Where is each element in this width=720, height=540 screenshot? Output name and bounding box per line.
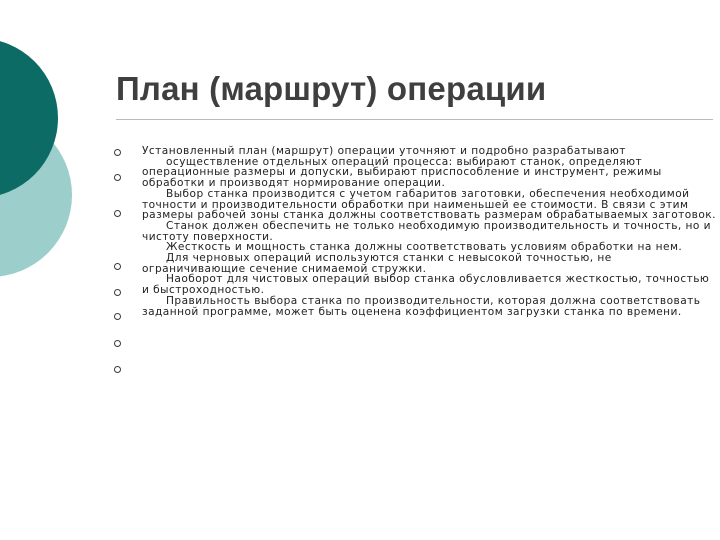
paragraph-text: Установленный план (маршрут) операции уточняют и подробно разрабатывают (142, 145, 626, 157)
paragraph-text: Правильность выбора станка по производительности, которая должна соответствовать заданной программе, может быть оценена коэффициентом загрузки станка по времени. (142, 294, 701, 318)
paragraph-text: Станок должен обеспечить не только необходимую производительность и точность, но и чистоту поверхности. (142, 219, 711, 243)
paragraph (142, 221, 717, 242)
paragraph (142, 274, 717, 295)
paragraph (142, 189, 717, 221)
bullet-icon (114, 289, 121, 296)
title-divider (116, 119, 713, 120)
paragraph-text: Выбор станка производится с учетом габаритов заготовки, обеспечения необходимой точности и производительности обработки при наименьшей ее стоимости. В связи с этим размеры рабочей зоны станка должны соответствовать размерам обрабатываемых заготовок. (142, 187, 716, 222)
paragraph-text: осуществление отдельных операций процесса: выбирают станок, определяют операционные размеры и допуски, выбирают приспособление и инструмент, режимы обработки и производят нормирование операции. (142, 155, 662, 190)
paragraph-text: Жесткость и мощность станка должны соответствовать условиям обработки на нем. (166, 241, 683, 254)
bullet-icon (114, 210, 121, 217)
bullet-icon (114, 174, 121, 181)
bullet-icon (114, 340, 121, 347)
bullet-icon (114, 263, 121, 270)
bullet-icon (114, 149, 121, 156)
paragraph (142, 253, 717, 274)
bullet-icon (114, 313, 121, 320)
bullet-icon (114, 366, 121, 373)
slide-body (142, 146, 717, 317)
paragraph (142, 296, 717, 317)
slide-title: План (маршрут) операции (116, 70, 547, 107)
paragraph-text: Наоборот для чистовых операций выбор станка обусловливается жесткостью, точностью и быстроходностью. (142, 273, 710, 297)
paragraph (142, 157, 717, 189)
paragraph-text: Для черновых операций используются станки с невысокой точностью, не ограничивающие сечение снимаемой стружки. (142, 252, 612, 275)
decorative-circles (0, 0, 120, 300)
